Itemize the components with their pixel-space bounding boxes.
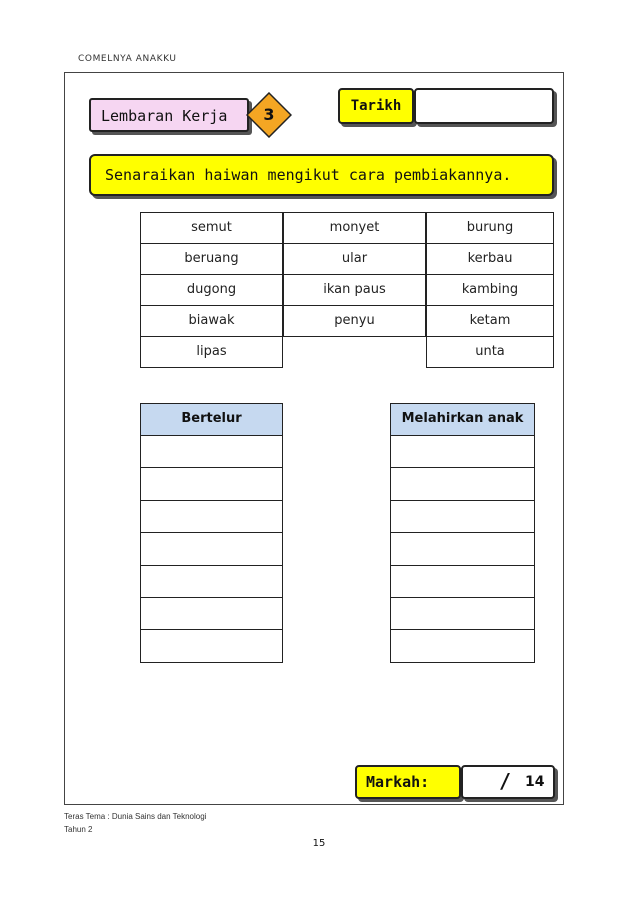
score-total: 14 bbox=[525, 774, 545, 790]
score-field[interactable] bbox=[461, 765, 555, 799]
worksheet-title: Lembaran Kerja bbox=[89, 98, 249, 132]
live-birth-answer-cell[interactable] bbox=[390, 565, 535, 598]
animal-cell: ular bbox=[283, 243, 426, 275]
animal-cell: semut bbox=[140, 212, 283, 244]
live-birth-answer-cell[interactable] bbox=[390, 435, 535, 468]
animal-cell: monyet bbox=[283, 212, 426, 244]
animal-cell: penyu bbox=[283, 305, 426, 337]
footer-theme: Teras Tema : Dunia Sains dan Teknologi bbox=[64, 812, 207, 821]
egg-laying-answer-cell[interactable] bbox=[140, 597, 283, 630]
score-slash: / bbox=[499, 769, 512, 793]
footer-year: Tahun 2 bbox=[64, 825, 93, 834]
animal-cell: unta bbox=[426, 336, 554, 368]
egg-laying-answer-cell[interactable] bbox=[140, 467, 283, 500]
page-number: 15 bbox=[312, 838, 326, 849]
animal-cell: ikan paus bbox=[283, 274, 426, 306]
animal-cell: kerbau bbox=[426, 243, 554, 275]
worksheet-number-badge bbox=[246, 92, 292, 138]
book-title: COMELNYA ANAKKU bbox=[78, 54, 177, 64]
egg-laying-answer-cell[interactable] bbox=[140, 565, 283, 598]
live-birth-answer-cell[interactable] bbox=[390, 532, 535, 565]
live-birth-answer-cell[interactable] bbox=[390, 467, 535, 500]
instruction: Senaraikan haiwan mengikut cara pembiakannya. bbox=[89, 154, 554, 196]
live-birth-answer-cell[interactable] bbox=[390, 629, 535, 662]
live-birth-answer-cell[interactable] bbox=[390, 500, 535, 533]
score-label: Markah: bbox=[355, 765, 461, 799]
egg-laying-answer-cell[interactable] bbox=[140, 500, 283, 533]
egg-laying-answer-cell[interactable] bbox=[140, 629, 283, 662]
egg-laying-answer-cell[interactable] bbox=[140, 435, 283, 468]
date-label: Tarikh bbox=[338, 88, 414, 124]
animal-cell: kambing bbox=[426, 274, 554, 306]
animal-cell: biawak bbox=[140, 305, 283, 337]
egg-laying-answer-cell[interactable] bbox=[140, 532, 283, 565]
animal-cell: dugong bbox=[140, 274, 283, 306]
animal-cell: burung bbox=[426, 212, 554, 244]
worksheet-number: 3 bbox=[263, 105, 275, 124]
animal-cell: lipas bbox=[140, 336, 283, 368]
animal-cell: beruang bbox=[140, 243, 283, 275]
egg-laying-header: Bertelur bbox=[140, 403, 283, 436]
animal-cell: ketam bbox=[426, 305, 554, 337]
date-field[interactable] bbox=[414, 88, 554, 124]
live-birth-header: Melahirkan anak bbox=[390, 403, 535, 436]
live-birth-answer-cell[interactable] bbox=[390, 597, 535, 630]
